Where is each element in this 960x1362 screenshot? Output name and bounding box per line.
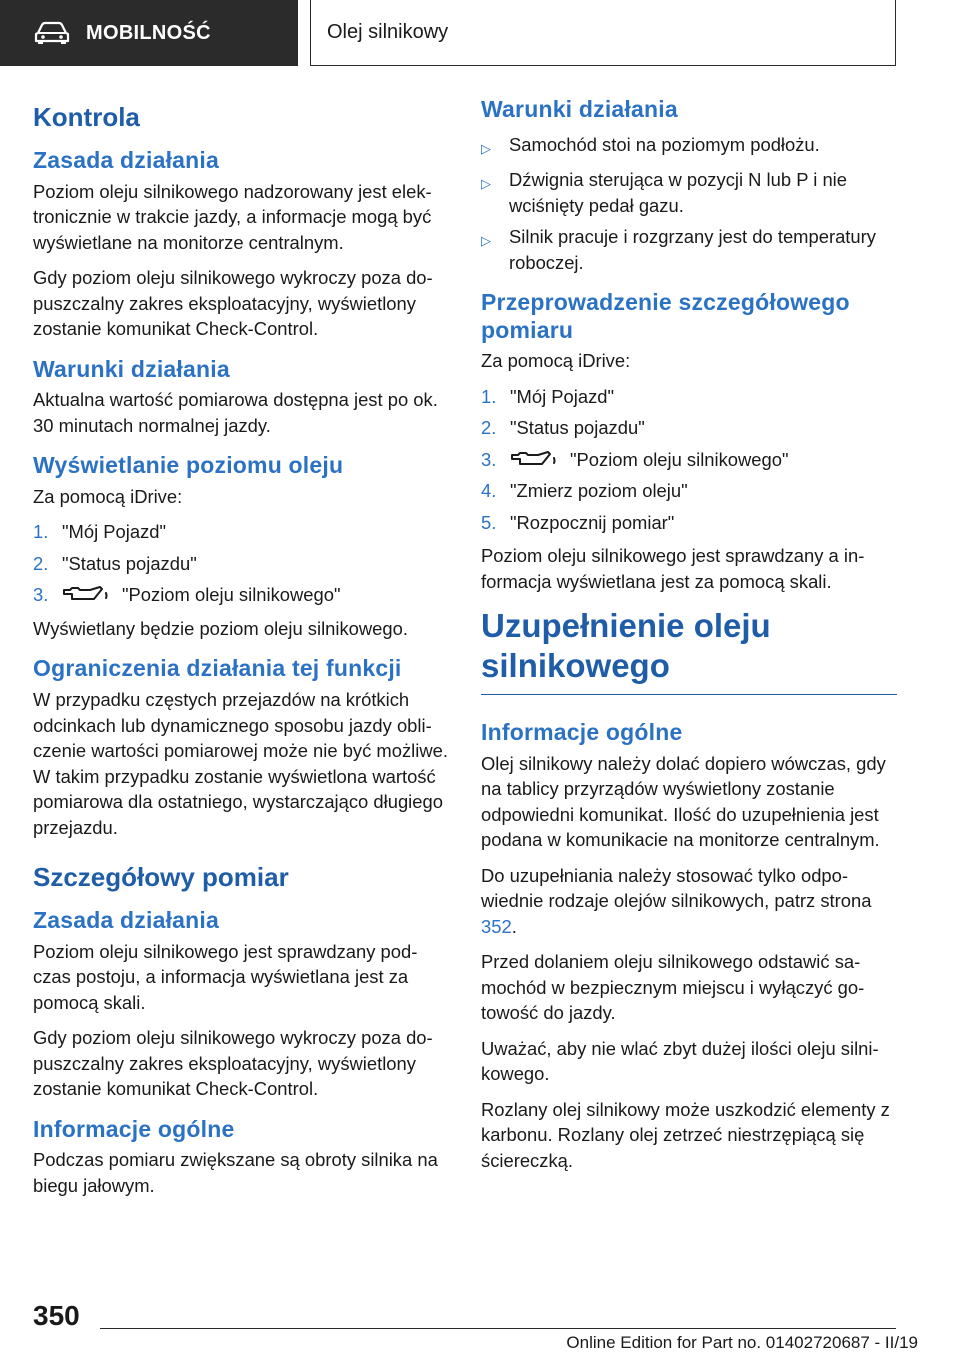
- triangle-marker-icon: ▷: [481, 233, 491, 249]
- step-number: 3.: [481, 448, 497, 470]
- paragraph: Rozlany olej silnikowy może uszkodzić elementy z karbonu. Rozlany olej zetrzeć niestrzępiącą się ściereczką.: [481, 1098, 890, 1171]
- list-item: [481, 132, 897, 162]
- list-item: [481, 415, 897, 441]
- list-item: [33, 519, 449, 545]
- page-reference-link[interactable]: 352: [481, 915, 512, 937]
- footer-divider: [100, 1328, 896, 1329]
- paragraph: Poziom oleju silnikowego jest sprawdzany a informacja wyświetlana jest za pomocą skali.: [481, 545, 865, 592]
- list-item: [481, 447, 897, 473]
- paragraph: Przed dolaniem oleju silnikowego odstawić samochód w bezpiecznym miejscu i wyłączyć gotowość do jazdy.: [481, 951, 865, 1024]
- heading-zasada-dzialania: Zasada działania: [33, 147, 219, 174]
- conditions-list: [481, 132, 897, 276]
- paragraph: Aktualna wartość pomiarowa dostępna jest po ok. 30 minutach normalnej jazdy.: [33, 389, 438, 436]
- step-number: 1.: [33, 521, 49, 543]
- paragraph: Poziom oleju silnikowego jest sprawdzany podczas postoju, a informacja wyświetlana jest za pomocą skali.: [33, 940, 418, 1013]
- steps-list: [33, 519, 449, 608]
- section-tab[interactable]: [0, 0, 298, 66]
- steps-list: [481, 384, 897, 536]
- paragraph: Gdy poziom oleju silnikowego wykroczy poza dopuszczalny zakres eksploatacyjny, wyświetlony zostanie komunikat Check-Control.: [33, 267, 433, 340]
- paragraph: Wyświetlany będzie poziom oleju silnikowego.: [33, 617, 408, 639]
- step-text: "Zmierz poziom oleju": [510, 480, 688, 502]
- list-item: [481, 167, 897, 218]
- condition-text: Silnik pracuje i rozgrzany jest do temperatury roboczej.: [509, 226, 876, 273]
- list-item: [33, 551, 449, 577]
- car-icon: [34, 21, 70, 45]
- step-number: 2.: [481, 417, 497, 439]
- paragraph: Gdy poziom oleju silnikowego wykroczy poza dopuszczalny zakres eksploatacyjny, wyświetlony zostanie komunikat Check-Control.: [33, 1027, 433, 1100]
- oil-can-icon: [510, 450, 558, 470]
- heading-kontrola: Kontrola: [33, 102, 140, 132]
- paragraph: Poziom oleju silnikowego nadzorowany jest elektronicznie w trakcie jazdy, a informacje mogą być wyświetlane na monitorze centralnym.: [33, 180, 432, 253]
- triangle-marker-icon: ▷: [481, 176, 491, 192]
- heading-ograniczenia: Ograniczenia działania tej funkcji: [33, 655, 402, 682]
- heading-warunki-dzialania-2: Warunki działania: [481, 96, 678, 122]
- chapter-heading-uzupelnienie: Uzupełnienie oleju silnikowego: [481, 606, 897, 695]
- step-number: 1.: [481, 385, 497, 407]
- heading-przeprowadzenie: Przeprowadzenie szczegółowego pomiaru: [481, 289, 850, 343]
- paragraph: Podczas pomiaru zwiększane są obroty silnika na biegu jałowym.: [33, 1149, 438, 1196]
- list-item: [481, 384, 897, 410]
- left-column: [33, 96, 449, 1208]
- step-text: "Status pojazdu": [510, 417, 645, 439]
- heading-wyswietlanie-poziomu: Wyświetlanie poziomu oleju: [33, 452, 344, 479]
- heading-szczegolowy-pomiar: Szczegółowy pomiar: [33, 862, 289, 893]
- step-text: "Mój Pojazd": [62, 521, 167, 543]
- paragraph: Olej silnikowy należy dolać dopiero wówczas, gdy na tablicy przyrządów wyświetlony zostanie odpowiedni komunikat. Ilość do uzupełnienia jest podana w komunikacie na monitorze centralnym.: [481, 752, 886, 851]
- step-number: 5.: [481, 511, 497, 533]
- list-item: [481, 478, 897, 504]
- list-item: [481, 510, 897, 536]
- paragraph: [481, 863, 897, 940]
- paragraph-text: Do uzupełniania należy stosować tylko odpowiednie rodzaje olejów silnikowych, patrz strona: [481, 864, 872, 912]
- edition-note: Online Edition for Part no. 01402720687 - II/19: [566, 1333, 918, 1352]
- list-item: [33, 582, 449, 608]
- condition-text: Samochód stoi na poziomym podłożu.: [509, 133, 820, 155]
- step-text: "Poziom oleju silnikowego": [570, 448, 789, 470]
- paragraph: W przypadku częstych przejazdów na krótkich odcinkach lub dynamicznego sposobu jazdy obliczenie wartości pomiarowej może nie być możliwe. W takim przypadku zostanie wyświetlona wartość pomiarowa dla ostatniego, wystarczająco długiego przejazdu.: [33, 689, 448, 838]
- step-number: 4.: [481, 480, 497, 502]
- list-item: [481, 224, 897, 275]
- step-text: "Poziom oleju silnikowego": [122, 584, 341, 606]
- paragraph: Uważać, aby nie wlać zbyt dużej ilości oleju silnikowego.: [481, 1037, 879, 1085]
- step-text: "Status pojazdu": [62, 552, 197, 574]
- paragraph: Za pomocą iDrive:: [481, 350, 631, 372]
- step-text: "Mój Pojazd": [510, 385, 615, 407]
- page-header: [0, 0, 960, 66]
- right-column: [481, 96, 897, 1183]
- oil-can-icon: [62, 585, 110, 605]
- heading-informacje-ogolne-2: Informacje ogólne: [481, 719, 683, 746]
- paragraph: Za pomocą iDrive:: [33, 485, 183, 507]
- page-number: 350: [33, 1300, 80, 1331]
- section-tab-label: MOBILNOŚĆ: [86, 21, 211, 44]
- paragraph-text: .: [511, 915, 517, 937]
- page-title: Olej silnikowy: [310, 0, 896, 66]
- step-number: 2.: [33, 552, 49, 574]
- heading-informacje-ogolne: Informacje ogólne: [33, 1115, 235, 1142]
- step-text: "Rozpocznij pomiar": [510, 511, 675, 533]
- triangle-marker-icon: ▷: [481, 140, 491, 156]
- heading-warunki-dzialania: Warunki działania: [33, 355, 230, 382]
- heading-zasada-dzialania-2: Zasada działania: [33, 907, 219, 934]
- step-number: 3.: [33, 584, 49, 606]
- condition-text: Dźwignia sterująca w pozycji N lub P i nie wciśnięty pedał gazu.: [509, 169, 847, 216]
